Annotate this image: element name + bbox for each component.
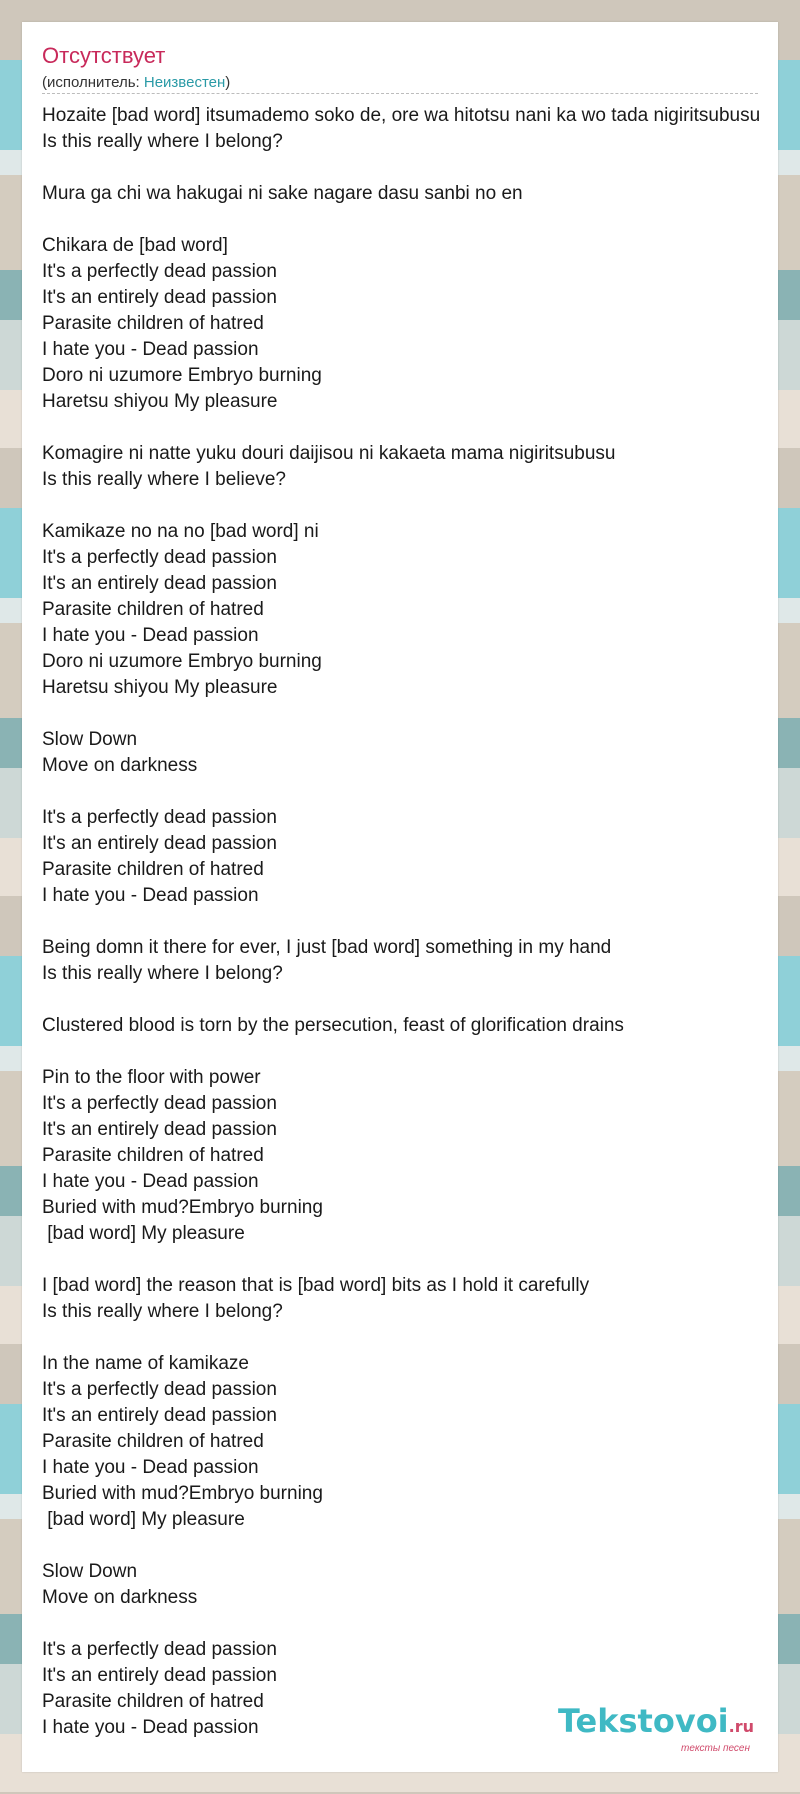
lyric-line: Haretsu shiyou My pleasure [42,677,278,698]
lyric-line: Is this really where I belong? [42,131,283,152]
lyric-line: It's a perfectly dead passion [42,1093,277,1114]
lyric-line [42,909,778,935]
lyric-line: Move on darkness [42,1587,198,1608]
lyric-line [42,207,778,233]
lyric-line: Is this really where I belong? [42,1301,283,1322]
lyric-line: Doro ni uzumore Embryo burning [42,651,322,672]
lyric-line: It's an entirely dead passion [42,287,277,308]
artist-link[interactable]: Неизвестен [143,74,226,91]
lyric-line: I hate you - Dead passion [42,885,259,906]
lyric-line: Parasite children of hatred [42,1691,264,1712]
lyric-line: Doro ni uzumore Embryo burning [42,365,322,386]
lyric-line: Buried with mud?Embryo burning [42,1483,323,1504]
lyric-line: It's an entirely dead passion [42,573,277,594]
lyric-line: Being domn it there for ever, I just [bad word] something in my hand [42,937,612,958]
lyric-line: Parasite children of hatred [42,599,264,620]
lyric-line: It's an entirely dead passion [42,833,277,854]
lyric-line: It's an entirely dead passion [42,1119,277,1140]
site-logo[interactable] [558,1704,754,1754]
lyric-line [42,701,778,727]
artist-suffix: ) [225,74,231,91]
lyric-line: I hate you - Dead passion [42,1457,259,1478]
lyric-line: [bad word] My pleasure [42,1509,245,1530]
lyric-line [42,987,778,1013]
divider [42,93,758,94]
lyric-line: I [bad word] the reason that is [bad word] bits as I hold it carefully [42,1275,590,1296]
lyric-line: Parasite children of hatred [42,1431,264,1452]
lyric-line [42,1247,778,1273]
logo-text: Tekstovoi [557,1702,729,1740]
lyric-line: [bad word] My pleasure [42,1223,245,1244]
lyric-line: Pin to the floor with power [42,1067,261,1088]
lyric-line: It's a perfectly dead passion [42,547,277,568]
lyric-line: Clustered blood is torn by the persecution, feast of glorification drains [42,1015,624,1036]
lyric-line: In the name of kamikaze [42,1353,249,1374]
lyric-line: It's a perfectly dead passion [42,807,277,828]
lyric-line: It's a perfectly dead passion [42,1639,277,1660]
lyric-line: Hozaite [bad word] itsumademo soko de, ore wa hitotsu nani ka wo tada nigiritsubusu [42,105,761,126]
lyric-line [42,155,778,181]
artist-line [42,74,230,92]
logo-tld: .ru [728,1717,754,1736]
artist-prefix: (исполнитель: [42,74,144,91]
lyric-line: Parasite children of hatred [42,859,264,880]
lyric-line: It's a perfectly dead passion [42,261,277,282]
lyric-line: Haretsu shiyou My pleasure [42,391,278,412]
lyric-line [42,1533,778,1559]
lyric-line [42,1611,778,1637]
song-title: Отсутствует [42,43,166,68]
lyric-line [42,1039,778,1065]
lyric-line: Is this really where I believe? [42,469,286,490]
lyric-line: I hate you - Dead passion [42,339,259,360]
lyric-line: Parasite children of hatred [42,313,264,334]
logo-tagline: тексты песен [681,1743,750,1754]
lyrics-card [22,22,778,1772]
lyric-line [42,779,778,805]
lyric-line: Buried with mud?Embryo burning [42,1197,323,1218]
lyric-line: Slow Down [42,729,138,750]
lyric-line: Kamikaze no na no [bad word] ni [42,521,319,542]
lyric-line: Mura ga chi wa hakugai ni sake nagare dasu sanbi no en [42,183,523,204]
lyric-line: Chikara de [bad word] [42,235,228,256]
lyric-line [42,415,778,441]
lyrics-body [42,103,778,1741]
lyric-line: I hate you - Dead passion [42,1171,259,1192]
lyric-line: I hate you - Dead passion [42,625,259,646]
lyric-line [42,1325,778,1351]
lyric-line: Parasite children of hatred [42,1145,264,1166]
lyric-line: I hate you - Dead passion [42,1717,259,1738]
lyric-line: Is this really where I belong? [42,963,283,984]
lyric-line: Move on darkness [42,755,198,776]
lyric-line: It's a perfectly dead passion [42,1379,277,1400]
lyric-line: It's an entirely dead passion [42,1665,277,1686]
lyric-line: Komagire ni natte yuku douri daijisou ni kakaeta mama nigiritsubusu [42,443,616,464]
lyric-line: Slow Down [42,1561,138,1582]
lyric-line: It's an entirely dead passion [42,1405,277,1426]
lyric-line [42,493,778,519]
